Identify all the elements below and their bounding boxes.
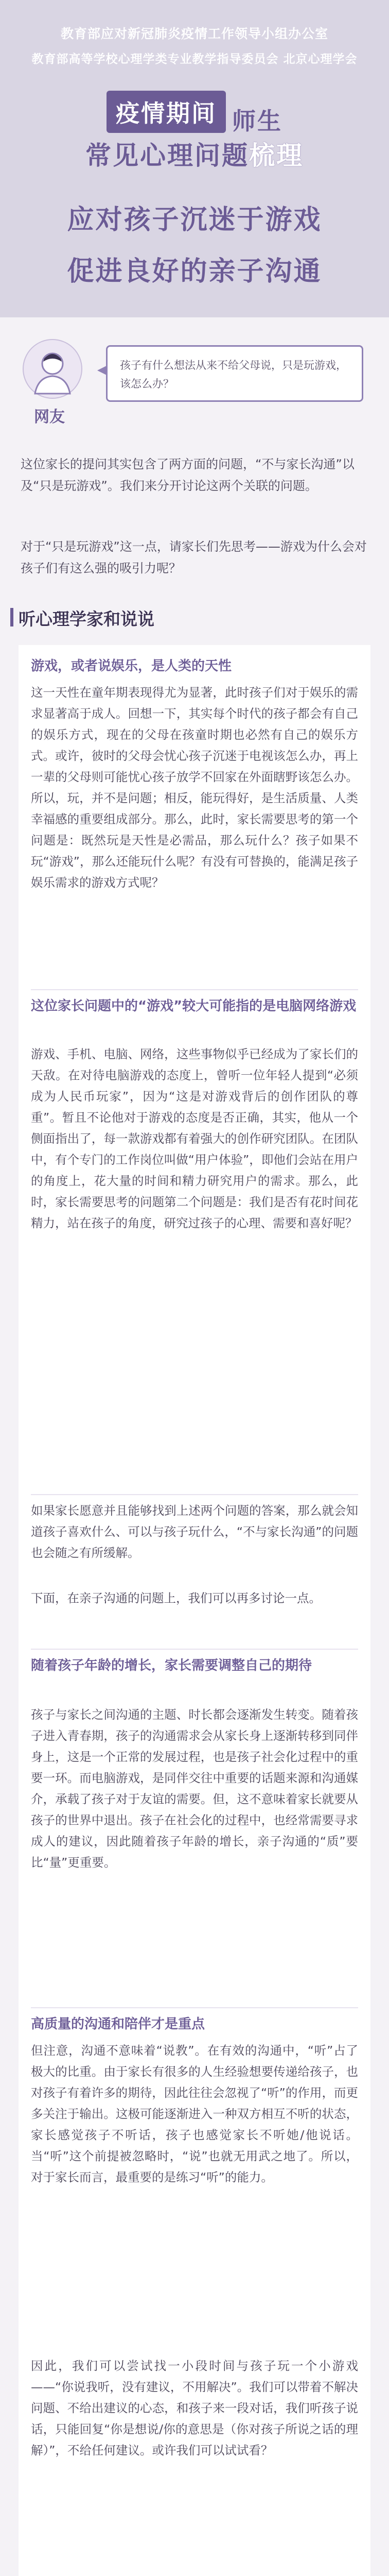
section-bar: [10, 608, 13, 626]
question-text: 孩子有什么想法从来不给父母说，只是玩游戏，该怎么办？: [120, 359, 347, 390]
divider: [31, 1494, 358, 1495]
header-banner: [0, 0, 389, 317]
heading-1-text: 游戏，或者说娱乐，是人类的天性: [31, 658, 232, 674]
paragraph-3: [31, 1500, 358, 1564]
paragraph-2: [31, 1044, 358, 1234]
title-row-1: [0, 91, 389, 137]
avatar: [23, 339, 82, 399]
paragraph-2-text: 游戏、手机、电脑、网络，这些事物似乎已经成为了家长们的天敌。在对待电脑游戏的态度上，曾听一位年轻人提到“必须成为人民币玩家”，因为“这是对游戏背后的创作团队的尊重”。暂且不论他对于游戏的态度是否正确，其实，他从一个侧面指出了，每一款游戏都有着强大的创作研究团队。在团队中，有个专门的工作岗位叫做“用户体验”，即他们会站在用户的角度上，花大量的时间和精力研究用户的需求。那么，此时，家长需要思考的问题第二个问题是：我们是否有花时间花精力，站在孩子的角度，研究过孩子的心理、需要和喜好呢？: [31, 1047, 358, 1230]
paragraph-6-text: 但注意，沟通不意味着“说教”。在有效的沟通中，“听”占了极大的比重。由于家长有很多的人生经验想要传递给孩子，也对孩子有着许多的期待，因此往往会忽视了“听”的作用，而更多关注于输出。这极可能逐渐进入一种双方相互不听的状态，家长感觉孩子不听话，孩子也感觉家长不听她/他说话。当“听”这个前提被忽略时，“说”也就无用武之地了。所以，对于家长而言，最重要的是练习“听”的能力。: [31, 2043, 358, 2184]
intro-paragraph-2: 对于“只是玩游戏”这一点，请家长们先思考——游戏为什么会对孩子们有这么强的吸引力呢？: [21, 539, 367, 575]
netizen-avatar: [19, 335, 85, 426]
netizen-question: [19, 335, 370, 438]
divider: [31, 989, 358, 990]
title-row-2: [0, 135, 389, 172]
org-line-1: 教育部应对新冠肺炎疫情工作领导小组办公室: [60, 26, 328, 41]
paragraph-4: [31, 1588, 358, 1609]
paragraph-6: [31, 2040, 358, 2188]
heading-4: [31, 2013, 358, 2035]
intro-paragraph-1: 这位家长的提问其实包含了两方面的问题，“不与家长沟通”以及“只是玩游戏”。我们来分开讨论这两个关联的问题。: [21, 457, 355, 493]
heading-3: [31, 1655, 358, 1676]
subtitle-line-1: 应对孩子沉迷于游戏: [67, 205, 322, 235]
heading-3-text: 随着孩子年龄的增长，家长需要调整自己的期待: [31, 1658, 312, 1673]
question-bubble: [106, 345, 363, 402]
netizen-label: 网友: [34, 408, 65, 426]
heading-2: [31, 995, 358, 1017]
paragraph-5-text: 孩子与家长之间沟通的主题、时长都会逐渐发生转变。随着孩子进入青春期，孩子的沟通需求会从家长身上逐渐转移到同伴身上，这是一个正常的发展过程，也是孩子社会化过程中的重要一环。而电脑游戏，是同伴交往中重要的话题来源和沟通媒介，承载了孩子对于友谊的需要。但，这不意味着家长就要从孩子的世界中退出。孩子在社会化的过程中，也经常需要寻求成人的建议，因此随着孩子年龄的增长，亲子沟通的“质”要比“量”更重要。: [31, 1707, 358, 1870]
heading-2-text: 这位家长问题中的“游戏”较大可能指的是电脑网络游戏: [31, 998, 357, 1014]
paragraph-1-text: 这一天性在童年期表现得尤为显著，此时孩子们对于娱乐的需求显著高于成人。回想一下，其实每个时代的孩子都会有自己的娱乐方式，现在的父母在孩童时期也必然有自己的娱乐方式。或许，彼时的父母会忧心孩子沉迷于电视该怎么办，再上一辈的父母则可能忧心孩子放学不回家在外面瞎野该怎么办。所以，玩，并不是问题；相反，能玩得好，是生活质量、人类幸福感的重要组成部分。那么，此时，家长需要思考的第一个问题是：既然玩是天性是必需品，那么玩什么？孩子如果不玩“游戏”，那么还能玩什么呢？有没有可替换的，能满足孩子娱乐需求的游戏方式呢？: [31, 685, 358, 890]
paragraph-1: [31, 682, 358, 893]
paragraph-7: [31, 2355, 358, 2461]
title-tag-suffix: 师生: [232, 107, 282, 135]
heading-1: [31, 655, 358, 677]
title-dark: 常见心理问题: [85, 141, 249, 171]
paragraph-4-text: 下面，在亲子沟通的问题上，我们可以再多讨论一点。: [31, 1591, 321, 1605]
content-card: [19, 645, 370, 2576]
person-icon: [24, 340, 81, 398]
title-light: 梳理: [249, 141, 304, 171]
heading-4-text: 高质量的沟通和陪伴才是重点: [31, 2016, 205, 2032]
divider: [31, 2007, 358, 2008]
divider: [31, 1649, 358, 1650]
paragraph-5: [31, 1704, 358, 1873]
section-title: 听心理学家和说说: [19, 609, 154, 629]
subtitle-line-2: 促进良好的亲子沟通: [67, 256, 322, 287]
paragraph-3-text: 如果家长愿意并且能够找到上述两个问题的答案，那么就会知道孩子喜欢什么、可以与孩子玩什么，“不与家长沟通”的问题也会随之有所缓解。: [31, 1503, 358, 1560]
org-line-2: 教育部高等学校心理学类专业教学指导委员会 北京心理学会: [31, 53, 358, 66]
title-tag: 疫情期间: [107, 91, 226, 133]
paragraph-7-text: 因此，我们可以尝试找一小段时间与孩子玩一个小游戏——“你说我听，没有建议，不用解决”。我们可以带着不解决问题、不给出建议的心态，和孩子来一段对话，我们听孩子说话，只能回复“你是想说/你的意思是（你对孩子所说之话的理解）”，不给任何建议。或许我们可以试试看？: [31, 2359, 358, 2458]
